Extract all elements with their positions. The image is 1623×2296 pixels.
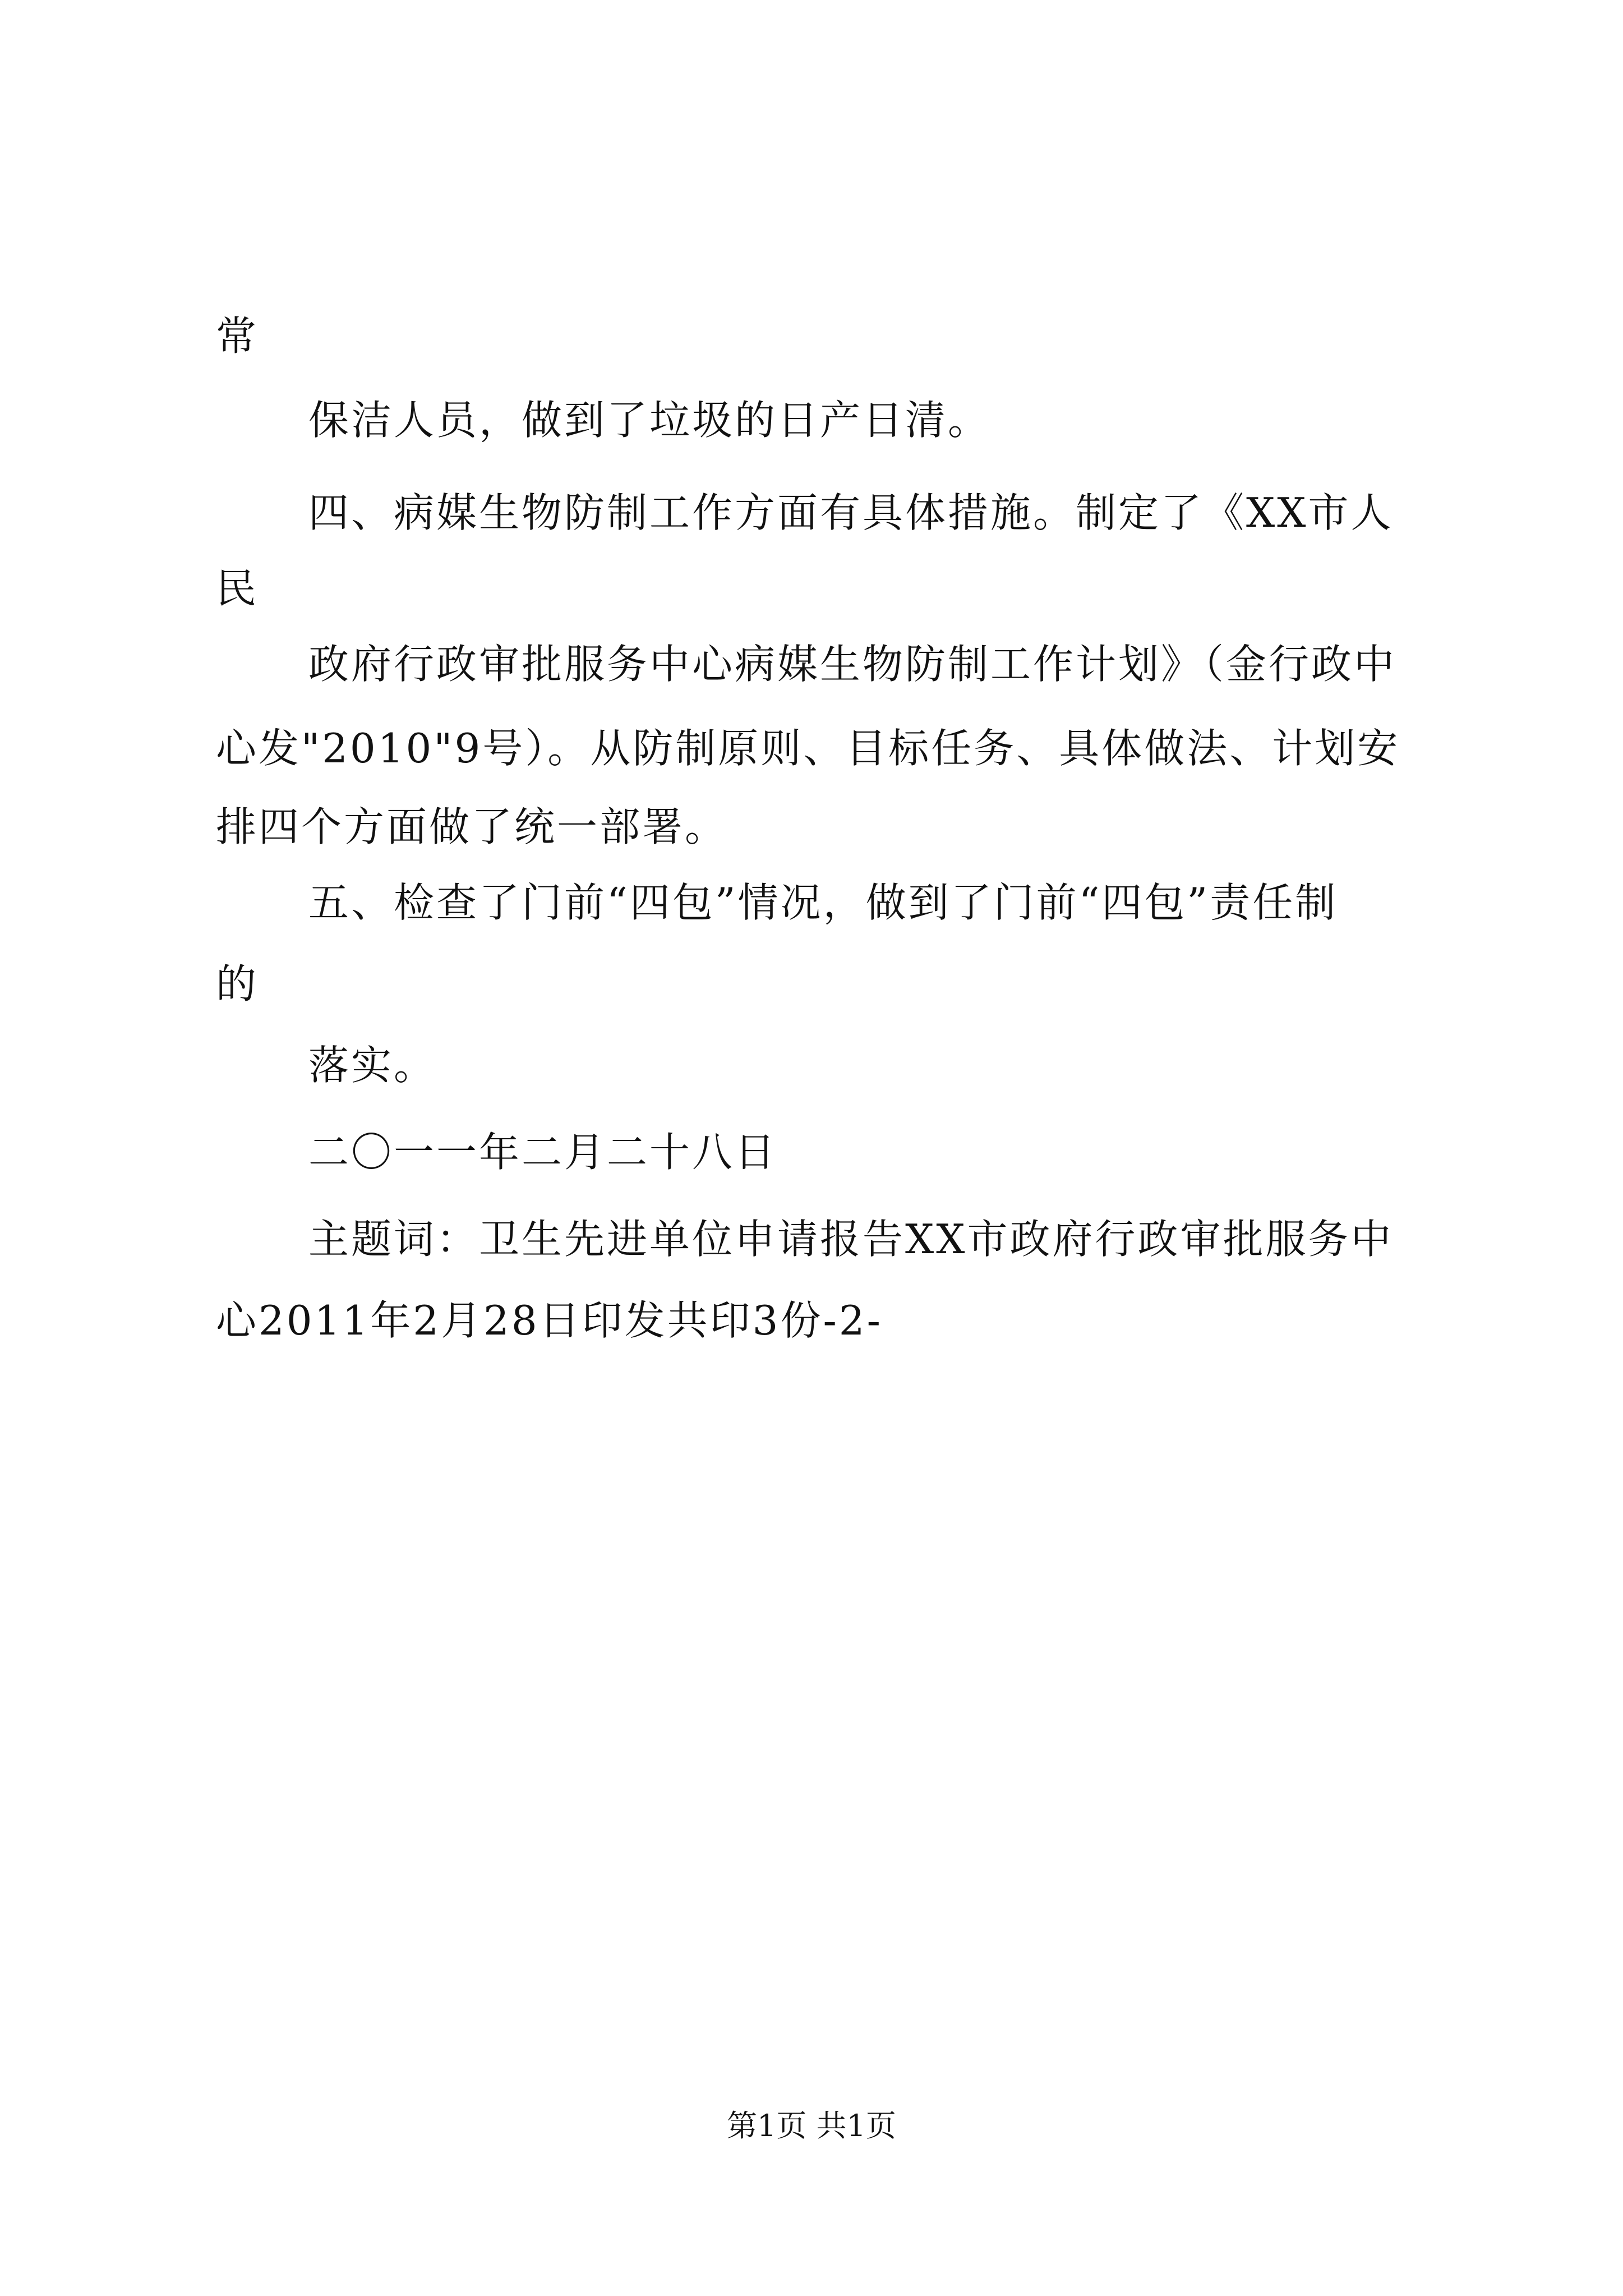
text-line: 落实。 bbox=[308, 1042, 437, 1089]
text-line: 五、检查了门前“四包”情况，做到了门前“四包”责任制 bbox=[308, 879, 1338, 926]
subject-line: 主题词：卫生先进单位申请报告XX市政府行政审批服务中 bbox=[308, 1216, 1394, 1263]
text-line: 排四个方面做了统一部署。 bbox=[216, 803, 728, 850]
text-line: 心2011年2月28日印发共印3份-2- bbox=[216, 1297, 883, 1344]
text-line: 的 bbox=[216, 960, 259, 1007]
date-line: 二〇一一年二月二十八日 bbox=[308, 1129, 778, 1176]
text-line: 心发"2010"9号）。从防制原则、目标任务、具体做法、计划安 bbox=[216, 725, 1400, 772]
page-number-footer: 第1页 共1页 bbox=[727, 2108, 896, 2143]
text-line: 政府行政审批服务中心病媒生物防制工作计划》（金行政中 bbox=[308, 641, 1397, 688]
text-line: 保洁人员，做到了垃圾的日产日清。 bbox=[308, 397, 991, 444]
text-line: 四、病媒生物防制工作方面有具体措施。制定了《XX市人 bbox=[308, 489, 1394, 536]
text-line: 民 bbox=[216, 565, 259, 612]
text-line: 常 bbox=[216, 312, 259, 360]
